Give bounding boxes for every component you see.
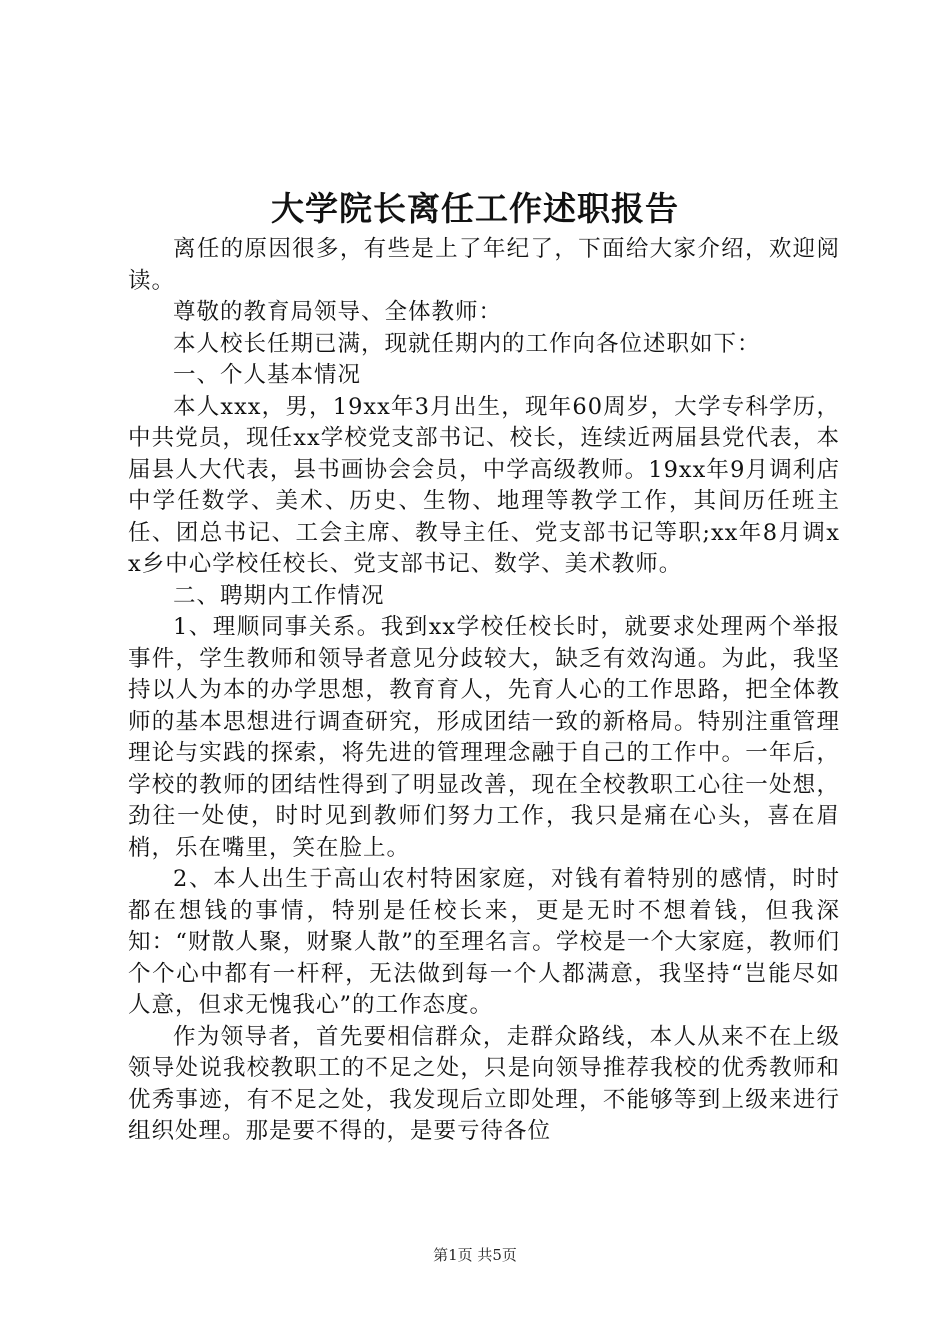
paragraph-opening: 本人校长任期已满，现就任期内的工作向各位述职如下：	[173, 330, 761, 357]
page-number: 第1页 共5页	[433, 1246, 517, 1264]
paragraph-basic-info: 本人xxx，男，19xx年3月出生，现年60周岁，大学专科学历，中共党员，现任xx学校党支部书记、校长，连续近两届县党代表，本届县人大代表，县书画协会会员，中学高级教师。19xx年9月调利店中学任数学、美术、历史、生物、地理等教学工作，其间历任班主任、团总书记、工会主席、教导主任、党支部书记等职;xx年8月调xx乡中心学校任校长、党支部书记、数学、美术教师。	[128, 393, 840, 577]
paragraph-item-1: 1、理顺同事关系。我到xx学校任校长时，就要求处理两个举报事件，学生教师和领导者意见分歧较大，缺乏有效沟通。为此，我坚持以人为本的办学思想，教育育人，先育人心的工作思路，把全体教师的基本思想进行调查研究，形成团结一致的新格局。特别注重管理理论与实践的探索，将先进的管理理念融于自己的工作中。一年后，学校的教师的团结性得到了明显改善，现在全校教职工心往一处想，劲往一处使，时时见到教师们努力工作，我只是痛在心头，喜在眉梢，乐在嘴里，笑在脸上。	[128, 614, 840, 861]
section-heading-work: 二、聘期内工作情况	[173, 582, 385, 609]
paragraph-salutation: 尊敬的教育局领导、全体教师：	[173, 299, 503, 325]
paragraph-intro: 离任的原因很多，有些是上了年纪了，下面给大家介绍，欢迎阅读。	[128, 236, 840, 294]
section-heading-basic-info: 一、个人基本情况	[173, 362, 362, 388]
paragraph-item-2: 2、本人出生于高山农村特困家庭，对钱有着特别的感情，时时都在想钱的事情，特别是任校长来，更是无时不想着钱，但我深知：“财散人聚，财聚人散”的至理名言。学校是一个大家庭，教师们个个心中都有一杆秤，无法做到每一个人都满意，我坚持“岂能尽如人意，但求无愧我心”的工作态度。	[128, 866, 840, 1018]
paragraph-leadership: 作为领导者，首先要相信群众，走群众路线，本人从来不在上级领导处说我校教职工的不足之处，只是向领导推荐我校的优秀教师和优秀事迹，有不足之处，我发现后立即处理，不能够等到上级来进行组织处理。那是要不得的，是要亏待各位	[128, 1023, 840, 1144]
document-title: 大学院长离任工作述职报告	[271, 189, 679, 228]
document-body	[128, 234, 840, 1148]
